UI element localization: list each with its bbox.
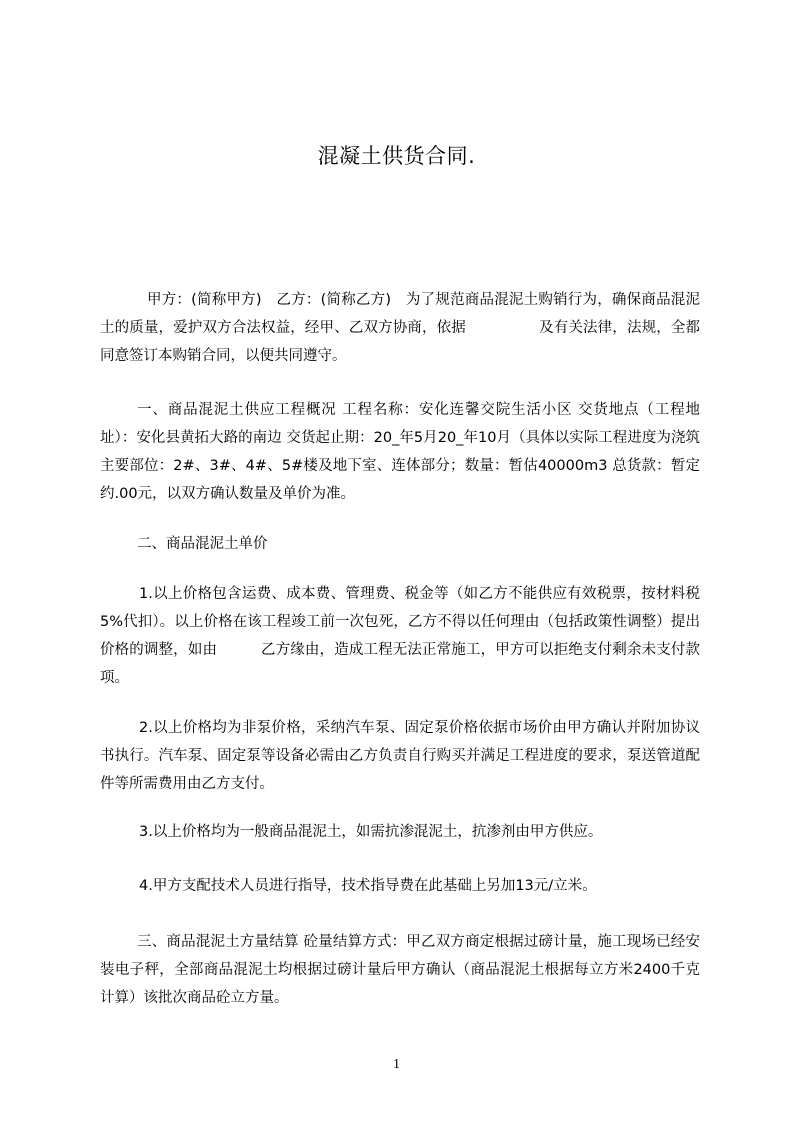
paragraph-clause-2-4: 4.甲方支配技术人员进行指导，技术指导费在此基础上另加13元/立米。 <box>139 878 597 894</box>
paragraph-clause-2-3: 3.以上价格均为一般商品混泥土，如需抗渗混泥土，抗渗剂由甲方供应。 <box>139 824 603 840</box>
paragraph-clause-2-2: 2.以上价格均为非泵价格，采纳汽车泵、固定泵价格依据市场价由甲方确认并附加协议书执行。汽车泵、固定泵等设备必需由乙方负责自行购买并满足工程进度的要求，泵送管道配件等所需费用由乙方支付。 <box>100 720 700 792</box>
paragraph-clause-2-1: 1.以上价格包含运费、成本费、管理费、税金等（如乙方不能供应有效税票，按材料税5%代扣）。以上价格在该工程竣工前一次包死，乙方不得以任何理由（包括政策性调整）提出价格的调整，如由 乙方缘由，造成工程无法正常施工，甲方可以拒绝支付剩余未支付款项。 <box>100 586 700 686</box>
paragraph-section-1-project-overview: 一、商品混泥土供应工程概况 工程名称：安化连馨交院生活小区 交货地点（工程地址）：安化县黄拓大路的南边 交货起止期：20_年5月20_年10月（具体以实际工程进度为浇筑主要部位：2#、3#、4#、5#楼及地下室、连体部分；数量：暂估40000m3 总货款：暂定约.00元，以双方确认数量及单价为准。 <box>100 402 700 502</box>
page-number: 1 <box>393 1057 400 1072</box>
paragraph-section-2-heading: 二、商品混泥土单价 <box>137 536 268 552</box>
paragraph-preamble: 甲方：(简称甲方) 乙方：(简称乙方) 为了规范商品混泥土购销行为，确保商品混泥土的质量，爱护双方合法权益，经甲、乙双方协商，依据 及有关法律，法规，全都同意签订本购销合同，以便共同遵守。 <box>100 292 700 364</box>
page-title: 混凝土供货合同. <box>317 144 476 168</box>
paragraph-section-3-settlement: 三、商品混泥土方量结算 砼量结算方式：甲乙双方商定根据过磅计量，施工现场已经安装电子秤，全部商品混泥土均根据过磅计量后甲方确认（商品混泥土根据每立方米2400千克计算）该批次商品砼立方量。 <box>100 934 700 1006</box>
